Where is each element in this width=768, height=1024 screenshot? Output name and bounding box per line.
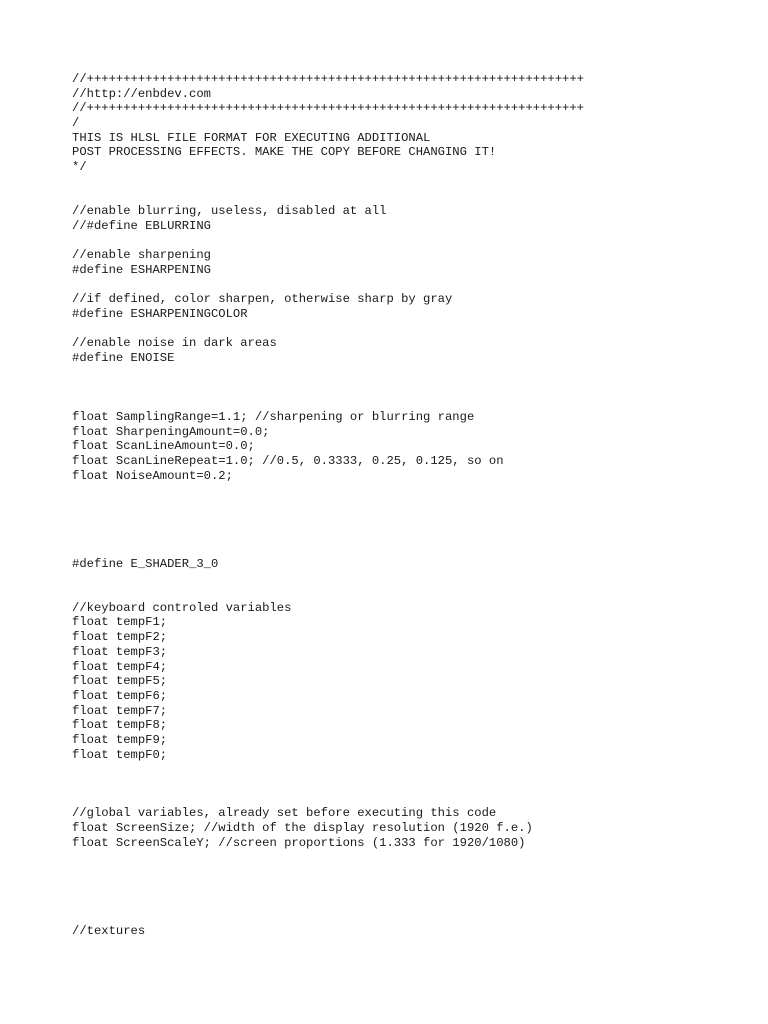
code-line bbox=[72, 909, 584, 924]
code-line: //if defined, color sharpen, otherwise sharp by gray bbox=[72, 292, 453, 307]
code-line bbox=[72, 322, 584, 337]
code-line: float SharpeningAmount=0.0; bbox=[72, 424, 270, 439]
code-line: float tempF2; bbox=[72, 630, 168, 645]
code-line: //keyboard controled variables bbox=[72, 600, 292, 615]
code-line: //++++++++++++++++++++++++++++++++++++++++++++++++++++++++++++++++++++ bbox=[72, 101, 584, 116]
code-line: //enable noise in dark areas bbox=[72, 336, 277, 351]
code-line: float tempF1; bbox=[72, 615, 168, 630]
code-line: //global variables, already set before executing this code bbox=[72, 806, 497, 821]
code-line: float ScanLineAmount=0.0; bbox=[72, 439, 255, 454]
code-line bbox=[72, 542, 584, 557]
code-line: float tempF0; bbox=[72, 747, 168, 762]
code-listing bbox=[72, 72, 584, 939]
code-line bbox=[72, 278, 584, 293]
code-line bbox=[72, 513, 584, 528]
code-line: //enable blurring, useless, disabled at all bbox=[72, 204, 387, 219]
code-line bbox=[72, 865, 584, 880]
code-line: #define ESHARPENINGCOLOR bbox=[72, 307, 248, 321]
code-line: float NoiseAmount=0.2; bbox=[72, 468, 233, 483]
code-line bbox=[72, 527, 584, 542]
code-line bbox=[72, 880, 584, 895]
code-line: float tempF4; bbox=[72, 659, 168, 674]
code-line: float tempF5; bbox=[72, 674, 168, 689]
code-line bbox=[72, 895, 584, 910]
code-line bbox=[72, 190, 584, 205]
code-line: #define ESHARPENING bbox=[72, 262, 211, 277]
code-line: float tempF7; bbox=[72, 703, 168, 718]
code-line bbox=[72, 395, 584, 410]
code-line: #define ENOISE bbox=[72, 351, 175, 366]
code-line: float SamplingRange=1.1; //sharpening or blurring range bbox=[72, 409, 475, 424]
code-line: */ bbox=[72, 160, 87, 175]
code-line bbox=[72, 380, 584, 395]
code-line: //#define EBLURRING bbox=[72, 218, 211, 233]
code-line: float tempF8; bbox=[72, 718, 168, 733]
code-line: float ScanLineRepeat=1.0; //0.5, 0.3333, 0.25, 0.125, so on bbox=[72, 453, 504, 468]
code-line bbox=[72, 483, 584, 498]
code-line bbox=[72, 777, 584, 792]
code-line bbox=[72, 586, 584, 601]
code-line: //textures bbox=[72, 923, 146, 938]
code-line bbox=[72, 498, 584, 513]
code-line: float tempF9; bbox=[72, 732, 168, 747]
code-line: float ScreenSize; //width of the display resolution (1920 f.e.) bbox=[72, 821, 533, 836]
code-line: THIS IS HLSL FILE FORMAT FOR EXECUTING ADDITIONAL bbox=[72, 130, 431, 145]
code-line bbox=[72, 175, 584, 190]
code-line: //enable sharpening bbox=[72, 248, 211, 263]
code-line bbox=[72, 366, 584, 381]
code-line: POST PROCESSING EFFECTS. MAKE THE COPY BEFORE CHANGING IT! bbox=[72, 145, 497, 160]
code-line: float tempF6; bbox=[72, 688, 168, 703]
code-line bbox=[72, 792, 584, 807]
code-line bbox=[72, 762, 584, 777]
code-line: float ScreenScaleY; //screen proportions (1.333 for 1920/1080) bbox=[72, 835, 526, 850]
code-line bbox=[72, 850, 584, 865]
code-line bbox=[72, 234, 584, 249]
code-line: //++++++++++++++++++++++++++++++++++++++++++++++++++++++++++++++++++++ bbox=[72, 72, 584, 86]
code-line: //http://enbdev.com bbox=[72, 86, 211, 101]
code-line: / bbox=[72, 116, 80, 131]
code-line: float tempF3; bbox=[72, 644, 168, 659]
code-line: #define E_SHADER_3_0 bbox=[72, 556, 219, 571]
code-line bbox=[72, 571, 584, 586]
